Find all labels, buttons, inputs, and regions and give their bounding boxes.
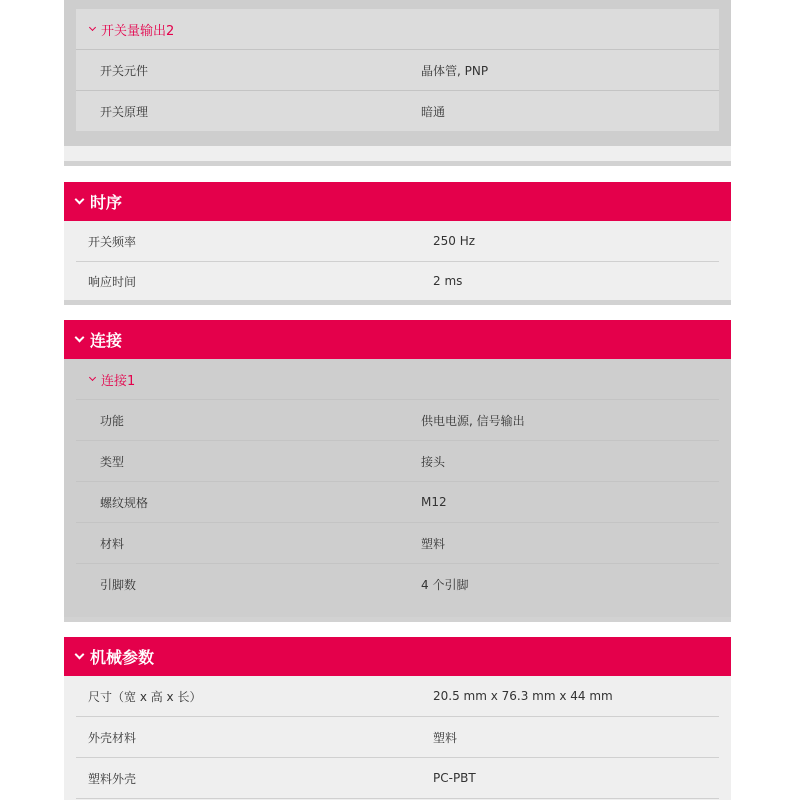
spec-label: 开关原理 [100, 104, 149, 119]
section-toggle-mechanical[interactable] [64, 637, 731, 676]
chevron-down-icon [89, 374, 96, 381]
subsection-toggle-switching-output-2[interactable] [76, 9, 719, 50]
group-connection-1 [64, 359, 731, 617]
spec-value: 暗通 [421, 104, 446, 119]
spec-label: 螺纹规格 [100, 495, 149, 510]
spec-value: 250 Hz [433, 234, 476, 248]
chevron-down-icon [75, 333, 85, 343]
spec-row [76, 482, 719, 523]
group-inner [76, 9, 719, 131]
section-title: 机械参数 [90, 648, 155, 667]
spec-label: 开关频率 [88, 234, 137, 249]
chevron-down-icon [75, 650, 85, 660]
group-switching-output-2 [64, 0, 731, 146]
spec-value: 20.5 mm x 76.3 mm x 44 mm [433, 689, 613, 703]
spec-table [64, 221, 731, 300]
spec-label: 尺寸（宽 x 高 x 长） [88, 689, 202, 704]
spec-row [76, 758, 719, 799]
spec-label: 开关元件 [100, 63, 149, 78]
spec-label: 塑料外壳 [88, 771, 137, 786]
spec-value: 晶体管, PNP [421, 63, 489, 78]
chevron-down-icon [89, 24, 96, 31]
spec-row [76, 564, 719, 604]
section-mechanical [64, 637, 731, 800]
chevron-down-icon [75, 195, 85, 205]
spec-row [76, 91, 719, 131]
spec-label: 引脚数 [100, 577, 137, 592]
spec-value: 供电电源, 信号输出 [421, 413, 525, 428]
spec-value: 接头 [421, 454, 446, 469]
spec-label: 外壳材料 [88, 730, 137, 745]
spec-row [76, 262, 719, 300]
spec-label: 功能 [100, 413, 125, 428]
spec-value: PC-PBT [433, 771, 476, 785]
spec-label: 响应时间 [88, 274, 137, 289]
group-inner [76, 359, 719, 604]
section-toggle-connection[interactable] [64, 320, 731, 359]
section-timing [64, 182, 731, 305]
spec-row [76, 441, 719, 482]
section-toggle-timing[interactable] [64, 182, 731, 221]
spec-row [76, 676, 719, 717]
spec-value: 4 个引脚 [421, 577, 469, 592]
spec-label: 材料 [100, 536, 125, 551]
spec-value: M12 [421, 495, 447, 509]
subsection-toggle-connection-1[interactable] [76, 359, 719, 400]
subsection-title: 开关量输出2 [101, 23, 175, 39]
section-switching-outputs [64, 0, 731, 166]
spec-row [76, 221, 719, 262]
spec-value: 塑料 [421, 536, 446, 551]
spec-value: 2 ms [433, 274, 463, 288]
section-title: 时序 [90, 193, 123, 212]
spec-row [76, 523, 719, 564]
spec-label: 类型 [100, 454, 125, 469]
spec-row [76, 717, 719, 758]
section-connection [64, 320, 731, 622]
spec-row [76, 50, 719, 91]
section-title: 连接 [90, 331, 123, 350]
spec-table [64, 676, 731, 799]
spec-row [76, 400, 719, 441]
spec-value: 塑料 [433, 730, 458, 745]
subsection-title: 连接1 [101, 373, 136, 389]
